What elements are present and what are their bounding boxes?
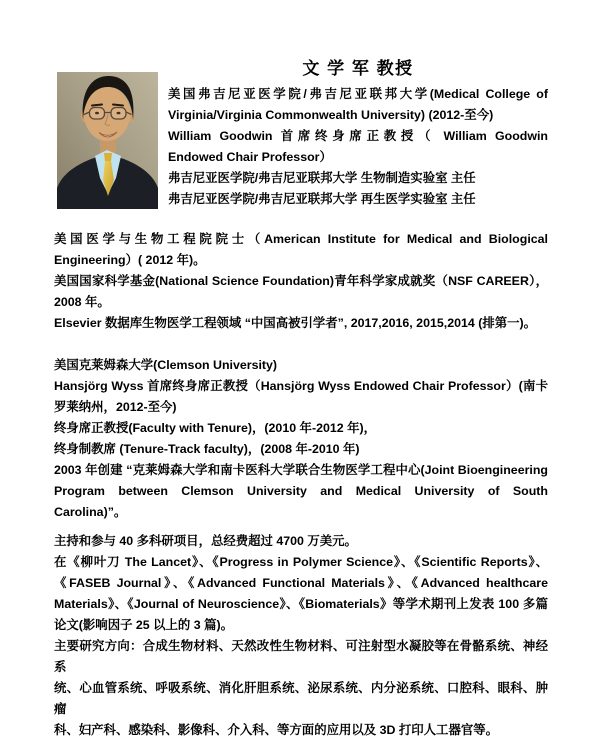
text-line: William Goodwin 首席终身席正教授（ William Goodwin [168, 129, 548, 143]
text-line: 终身制教席 (Tenure-Track faculty)，(2008 年-2010 年) [54, 442, 360, 456]
text-line: 美国弗吉尼亚医学院/弗吉尼亚联邦大学(Medical College of [168, 87, 548, 101]
text-line: 科、妇产科、感染科、影像科、介入科、等方面的应用以及 3D 打印人工器官等。 [54, 723, 499, 737]
text-line: 终身席正教授(Faculty with Tenure)，(2010 年-2012 年)， [54, 421, 376, 435]
text-line: 2008 年。 [54, 295, 110, 309]
text-line: 2003 年创建 “克莱姆森大学和南卡医科大学联合生物医学工程中心(Joint Bioengineering [54, 463, 548, 477]
text-line: 主持和参与 40 多科研项目，总经费超过 4700 万美元。 [54, 534, 357, 548]
page-title: 文 学 军 教授 [302, 59, 414, 78]
bio-paragraph [54, 355, 548, 523]
bio-content [54, 229, 548, 741]
text-line: 弗吉尼亚医学院/弗吉尼亚联邦大学 生物制造实验室 主任 [168, 171, 476, 185]
text-line: Endowed Chair Professor） [168, 150, 332, 164]
bio-paragraph [54, 531, 548, 741]
text-line: Carolina)”。 [54, 505, 127, 519]
text-line: Elsevier 数据库生物医学工程领域 “中国高被引学者”, 2017,2016, 2015,2014 (排第一)。 [54, 316, 537, 330]
text-line: 美国克莱姆森大学(Clemson University) [54, 358, 278, 372]
text-line: 论文(影响因子 25 以上的 3 篇)。 [54, 618, 233, 632]
header-section [54, 58, 548, 210]
text-line: 罗莱纳州，2012-至今) [54, 400, 177, 414]
text-line: 《FASEB Journal》、《Advanced Functional Materials》、《Advanced healthcare [54, 576, 548, 590]
text-line: 主要研究方向：合成生物材料、天然改性生物材料、可注射型水凝胶等在骨骼系统、神经系 [54, 639, 548, 674]
text-line: Materials》、《Journal of Neuroscience》、《Biomaterials》等学术期刊上发表 100 多篇 [54, 597, 548, 611]
text-line: Program between Clemson University and Medical University of South [54, 484, 548, 498]
affiliation-block [168, 84, 548, 210]
bio-paragraph [54, 229, 548, 334]
text-line: 在《柳叶刀 The Lancet》、《Progress in Polymer Science》、《Scientific Reports》、 [54, 555, 548, 569]
text-line: 弗吉尼亚医学院/弗吉尼亚联邦大学 再生医学实验室 主任 [168, 192, 476, 206]
man-portrait-illustration [57, 72, 158, 209]
text-line: Virginia/Virginia Commonwealth University) (2012-至今) [168, 108, 494, 122]
text-line: 美国国家科学基金(National Science Foundation)青年科学家成就奖（NSF CAREER）， [54, 274, 548, 288]
text-line: 美国医学与生物工程院院士（American Institute for Medical and Biological [54, 232, 548, 246]
header-text-column [168, 58, 548, 210]
text-line: Hansjörg Wyss 首席终身席正教授（Hansjörg Wyss Endowed Chair Professor）(南卡 [54, 379, 548, 393]
text-line: 统、心血管系统、呼吸系统、消化肝胆系统、泌尿系统、内分泌系统、口腔科、眼科、肿瘤 [54, 681, 548, 716]
portrait-photo [57, 72, 158, 209]
text-line: Engineering）( 2012 年)。 [54, 253, 206, 267]
